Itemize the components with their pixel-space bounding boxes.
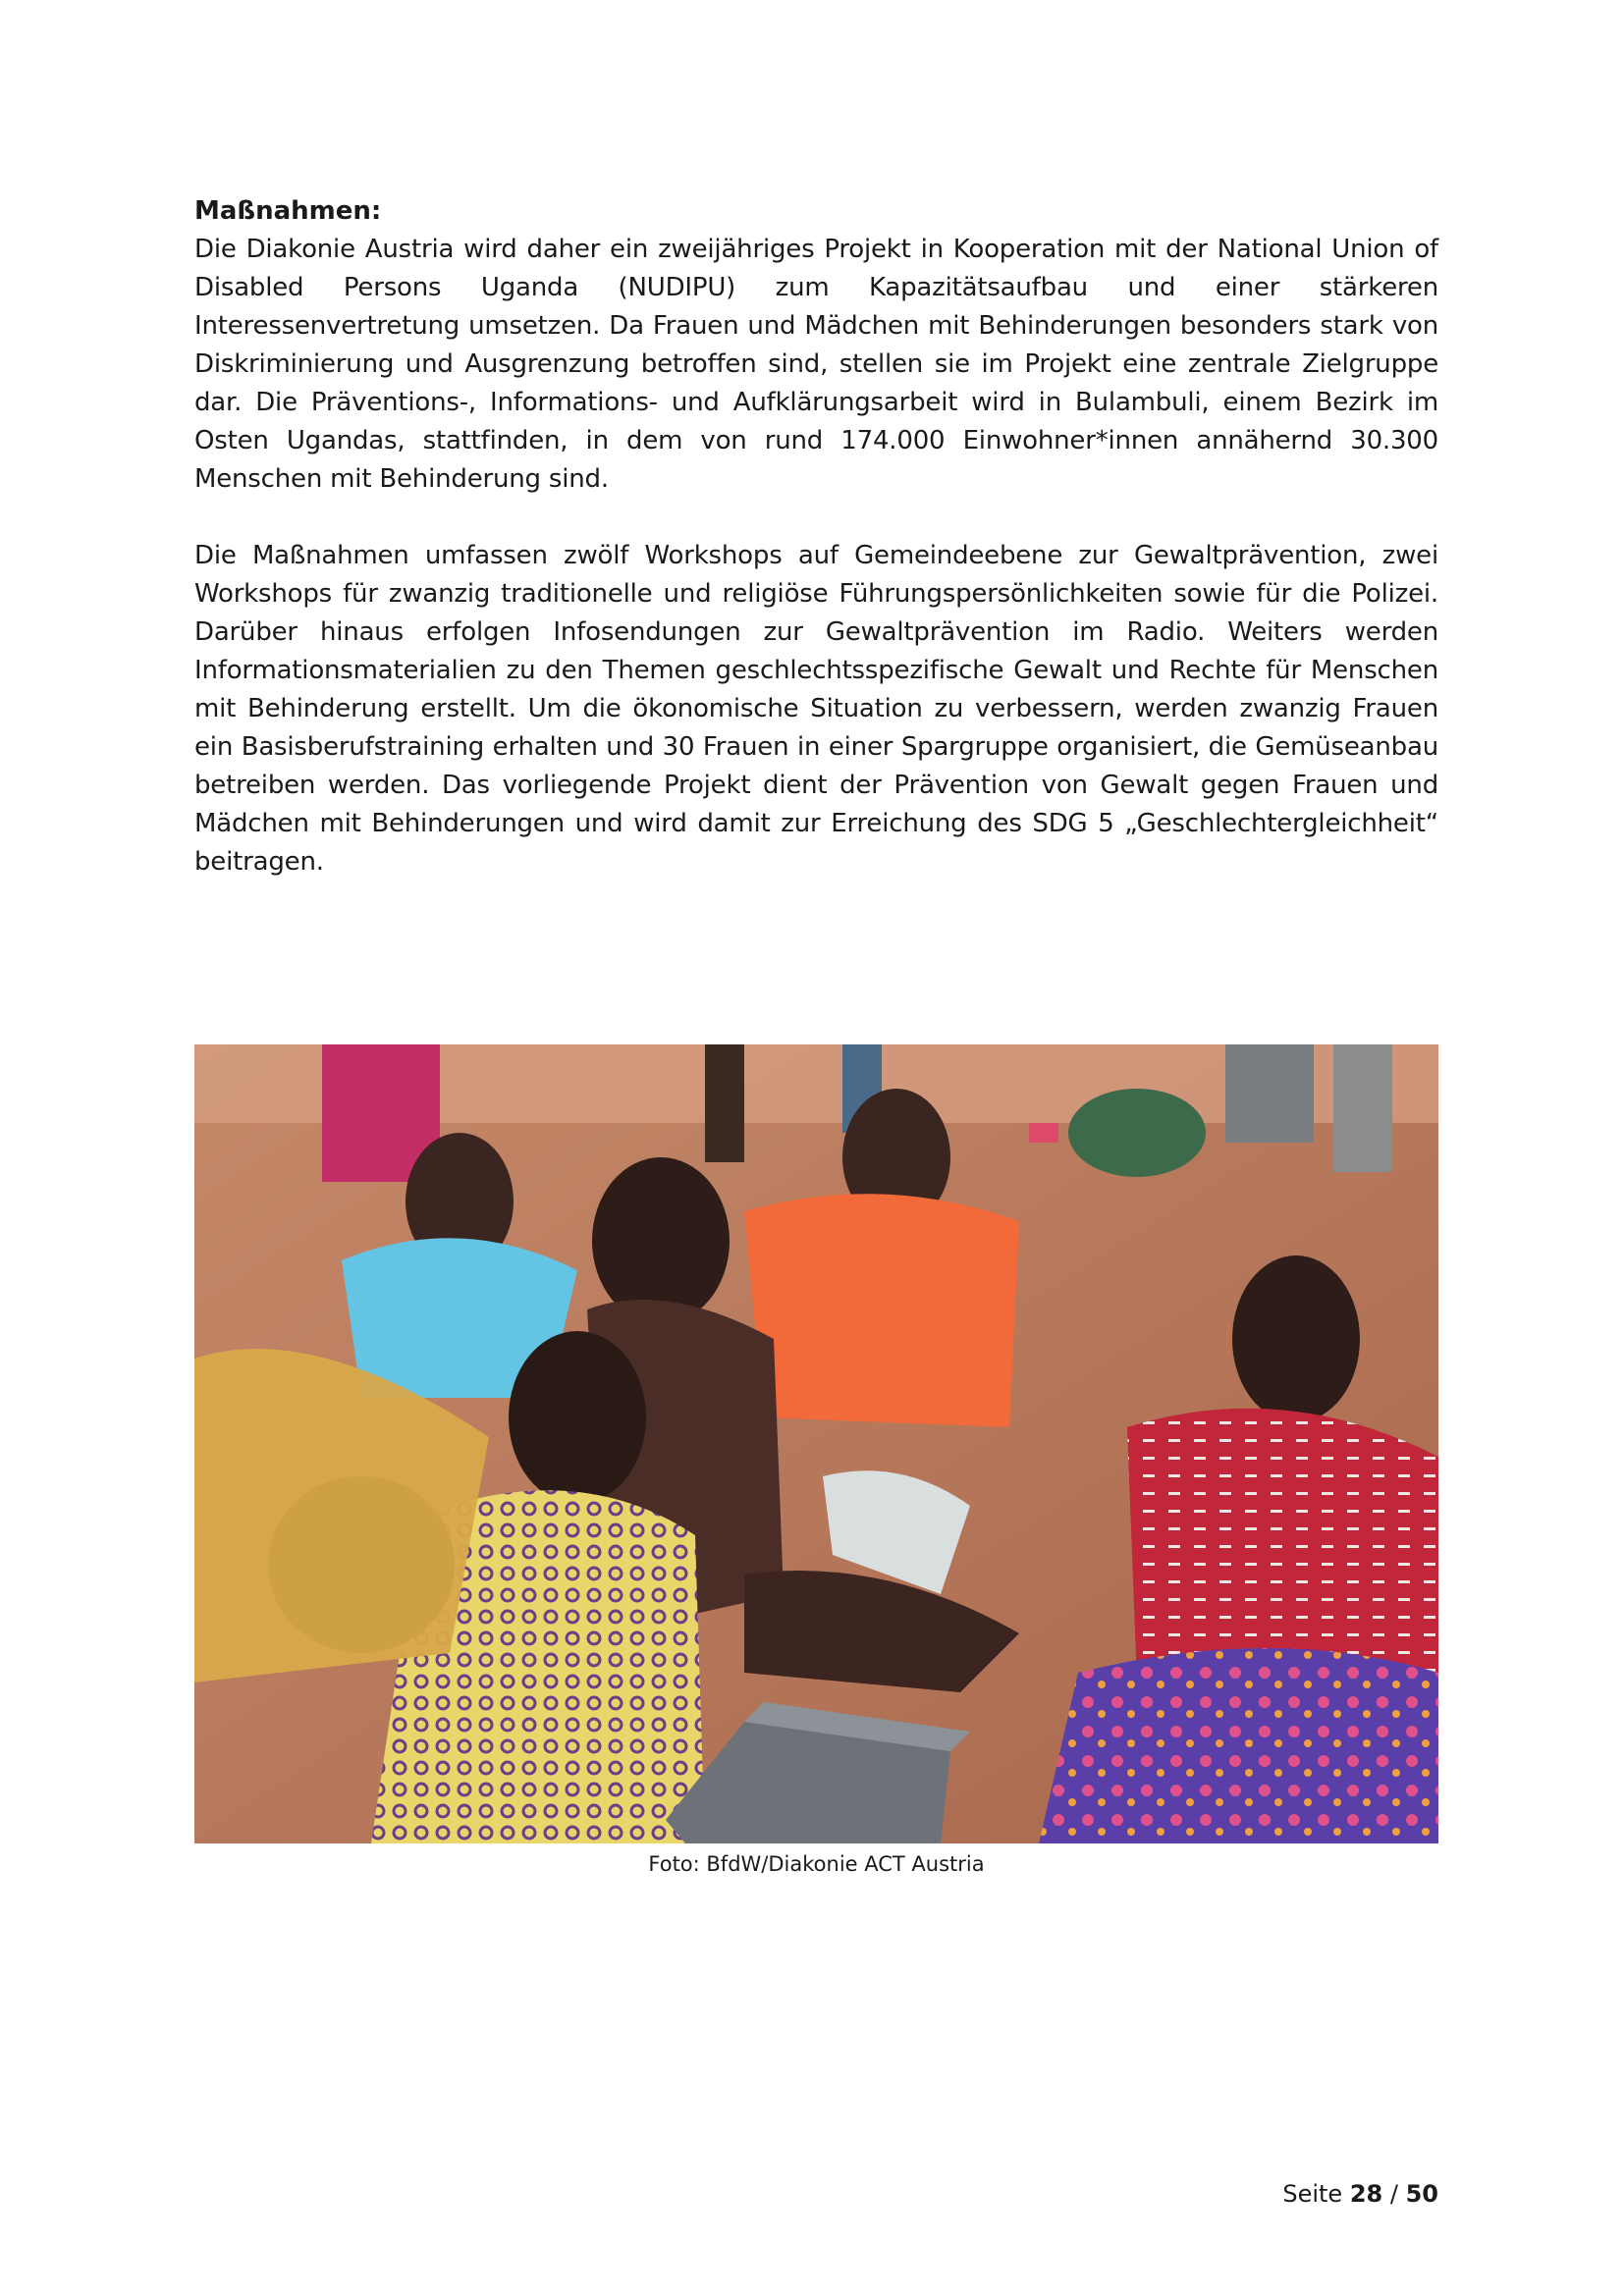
page-separator: /: [1389, 2180, 1398, 2208]
section-heading: Maßnahmen:: [194, 196, 382, 226]
page-label: Seite: [1282, 2180, 1343, 2208]
photo-caption: Foto: BfdW/Diakonie ACT Austria: [648, 1852, 985, 1876]
page-number: [1282, 2178, 1438, 2210]
content-column: [194, 192, 1438, 881]
group-photo: [194, 1044, 1438, 1843]
total-pages: 50: [1405, 2180, 1438, 2208]
current-page: 28: [1349, 2180, 1383, 2208]
paragraph-measures-details: Die Maßnahmen umfassen zwölf Workshops auf Gemeindeebene zur Gewaltprävention, zwei Workshops für zwanzig traditionelle und religiöse Führungspersönlichkeiten sowie für die Polizei. Darüber hinaus erfolgen Infosendungen zur Gewaltprävention im Radio. Weiters werden Informationsmaterialien zu den Themen geschlechtsspezifische Gewalt und Rechte für Menschen mit Behinderung erstellt. Um die ökonomische Situation zu verbessern, werden zwanzig Frauen ein Basisberufstraining erhalten und 30 Frauen in einer Spargruppe organisiert, die Gemüseanbau betreiben werden. Das vorliegende Projekt dient der Prävention von Gewalt gegen Frauen und Mädchen mit Behinderungen und wird damit zur Erreichung des SDG 5 „Geschlechtergleichheit“ beitragen.: [194, 541, 1438, 877]
paragraph-measures-intro: Die Diakonie Austria wird daher ein zweijähriges Projekt in Kooperation mit der National Union of Disabled Persons Uganda (NUDIPU) zum Kapazitätsaufbau und einer stärkeren Interessenvertretung umsetzen. Da Frauen und Mädchen mit Behinderungen besonders stark von Diskriminierung und Ausgrenzung betroffen sind, stellen sie im Projekt eine zentrale Zielgruppe dar. Die Präventions-, Informations- und Aufklärungsarbeit wird in Bulambuli, einem Bezirk im Osten Ugandas, stattfinden, in dem von rund 174.000 Einwohner*innen annähernd 30.300 Menschen mit Behinderung sind.: [194, 235, 1438, 494]
photo-illustration: [194, 1044, 1438, 1843]
